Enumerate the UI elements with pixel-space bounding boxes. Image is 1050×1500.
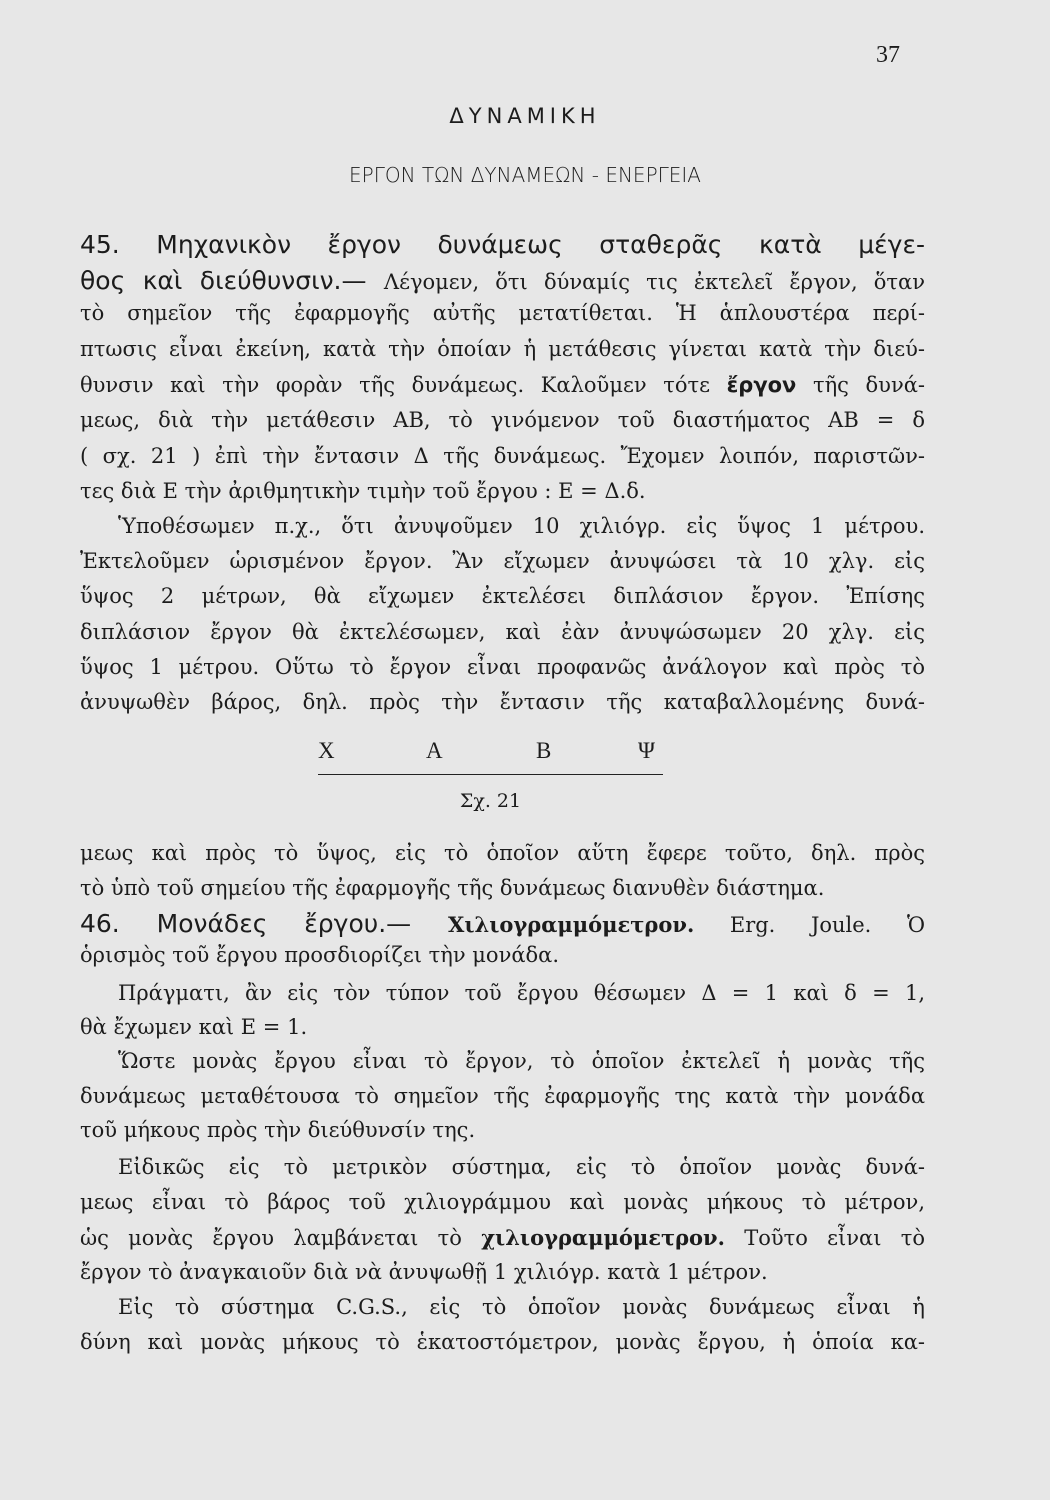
text-line: ἀνυψωθὲν βάρος, δηλ. πρὸς τὴν ἔντασιν τῆς καταβαλλομένης δυνά- [80, 690, 925, 714]
point-x-label: Χ [318, 738, 335, 763]
text-line: Ὑποθέσωμεν π.χ., ὅτι ἀνυψοῦμεν 10 χιλιόγρ. εἰς ὕψος 1 μέτρου. [118, 514, 925, 538]
text-line: τὸ σημεῖον τῆς ἐφαρμογῆς αὐτῆς μετατίθεται. Ἡ ἁπλουστέρα περί- [80, 301, 925, 325]
figure-21 [318, 738, 663, 812]
section-46-heading: 46. Μονάδες ἔργου.— Χιλιογραμμόμετρον. Erg. Joule. Ὁ [80, 909, 925, 938]
text-line: ἔργον τὸ ἀναγκαιοῦν διὰ νὰ ἀνυψωθῇ 1 χιλιόγρ. κατὰ 1 μέτρον. [80, 1260, 768, 1284]
formula-line: τες διὰ Ε τὴν ἀριθμητικὴν τιμὴν τοῦ ἔργου : Ε = Δ.δ. [80, 479, 646, 503]
text-line: ὁρισμὸς τοῦ ἔργου προσδιορίζει τὴν μονάδα. [80, 943, 560, 967]
page-number: 37 [876, 42, 900, 68]
text-line: θος καὶ διεύθυνσιν.— Λέγομεν, ὅτι δύναμίς τις ἐκτελεῖ ἔργον, ὅταν [80, 266, 925, 295]
text-line: μεως καὶ πρὸς τὸ ὕψος, εἰς τὸ ὁποῖον αὕτη ἔφερε τοῦτο, δηλ. πρὸς [80, 841, 925, 865]
figure-labels [318, 738, 663, 768]
text-line: τοῦ μήκους πρὸς τὴν διεύθυνσίν της. [80, 1118, 476, 1142]
point-b-label: Β [536, 738, 552, 763]
point-psi-label: Ψ [638, 738, 655, 763]
point-a-label: Α [426, 738, 443, 763]
term-kilogrammeter: Χιλιογραμμόμετρον. [448, 912, 695, 937]
section-title: ΕΡΓΟΝ ΤΩΝ ΔΥΝΑΜΕΩΝ - ΕΝΕΡΓΕΙΑ [349, 163, 701, 187]
text-line: θὰ ἔχωμεν καὶ Ε = 1. [80, 1015, 308, 1039]
text-line: μεως εἶναι τὸ βάρος τοῦ χιλιογράμμου καὶ μονὰς μήκους τὸ μέτρον, [80, 1190, 925, 1214]
text-line: μεως, διὰ τὴν μετάθεσιν ΑΒ, τὸ γινόμενον τοῦ διαστήματος ΑΒ = δ [80, 408, 925, 432]
figure-caption: Σχ. 21 [459, 790, 522, 812]
text-line: Εἰδικῶς εἰς τὸ μετρικὸν σύστημα, εἰς τὸ ὁποῖον μονὰς δυνά- [118, 1155, 925, 1179]
figure-line [318, 774, 663, 775]
text-line: θυνσιν καὶ τὴν φορὰν τῆς δυνάμεως. Καλοῦμεν τότε ἔργον τῆς δυνά- [80, 373, 925, 397]
text-line: Ἐκτελοῦμεν ὡρισμένον ἔργον. Ἂν εἴχωμεν ἀνυψώσει τὰ 10 χλγ. εἰς [80, 549, 925, 573]
term-ergon: ἔργον [726, 373, 797, 397]
text-line: ( σχ. 21 ) ἐπὶ τὴν ἔντασιν Δ τῆς δυνάμεως. Ἔχομεν λοιπόν, παριστῶν- [80, 444, 925, 468]
text-line: πτωσις εἶναι ἐκείνη, κατὰ τὴν ὁποίαν ἡ μετάθεσις γίνεται κατὰ τὴν διεύ- [80, 337, 925, 361]
text-line: τὸ ὑπὸ τοῦ σημείου τῆς ἐφαρμογῆς τῆς δυνάμεως διανυθὲν διάστημα. [80, 876, 825, 900]
text-line: ὕψος 2 μέτρων, θὰ εἴχωμεν ἐκτελέσει διπλάσιον ἔργον. Ἐπίσης [80, 584, 925, 608]
text-line: διπλάσιον ἔργον θὰ ἐκτελέσωμεν, καὶ ἐὰν ἀνυψώσωμεν 20 χλγ. εἰς [80, 620, 925, 644]
text-line: Εἰς τὸ σύστημα C.G.S., εἰς τὸ ὁποῖον μονὰς δυνάμεως εἶναι ἡ [118, 1295, 925, 1319]
term-kilogrammeter-inline: χιλιογραμμόμετρον. [481, 1225, 725, 1250]
section-45-heading: 45. Μηχανικὸν ἔργον δυνάμεως σταθερᾶς κατὰ μέγε- [80, 230, 925, 259]
text-line: ὡς μονὰς ἔργου λαμβάνεται τὸ χιλιογραμμόμετρον. Τοῦτο εἶναι τὸ [80, 1225, 925, 1250]
text-line: ὕψος 1 μέτρου. Οὕτω τὸ ἔργον εἶναι προφανῶς ἀνάλογον καὶ πρὸς τὸ [80, 655, 925, 679]
text-line: Πράγματι, ἂν εἰς τὸν τύπον τοῦ ἔργου θέσωμεν Δ = 1 καὶ δ = 1, [118, 981, 925, 1005]
section-45-heading-cont: θος καὶ διεύθυνσιν.— [80, 266, 384, 295]
text-line: Ὥστε μονὰς ἔργου εἶναι τὸ ἔργον, τὸ ὁποῖον ἐκτελεῖ ἡ μονὰς τῆς [118, 1049, 925, 1073]
text-line: δυνάμεως μεταθέτουσα τὸ σημεῖον τῆς ἐφαρμογῆς της κατὰ τὴν μονάδα [80, 1084, 925, 1108]
text-line: δύνη καὶ μονὰς μήκους τὸ ἑκατοστόμετρον, μονὰς ἔργου, ἡ ὁποία κα- [80, 1330, 925, 1354]
chapter-title: ΔΥΝΑΜΙΚΗ [449, 104, 601, 128]
